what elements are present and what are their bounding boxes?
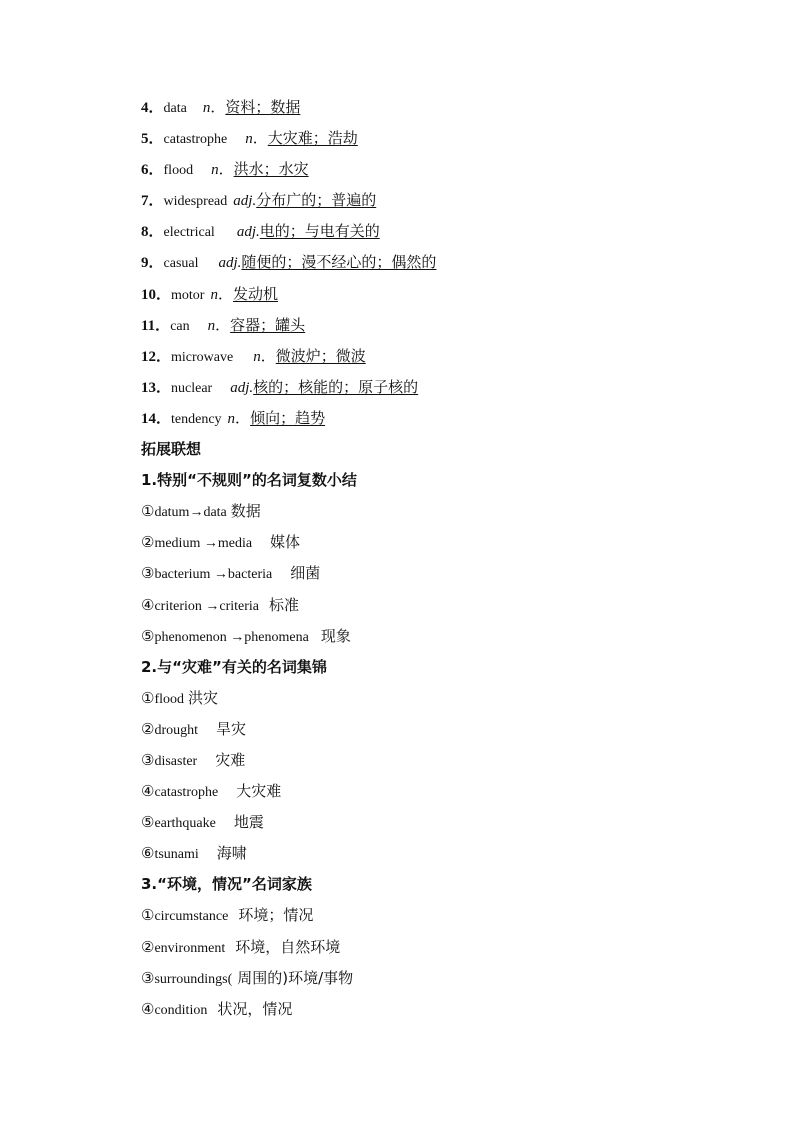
item-chinese: 旱灾 <box>216 719 247 738</box>
item-marker: ④ <box>141 784 155 801</box>
item-english: condition <box>154 1002 208 1018</box>
separator: ． <box>217 284 233 303</box>
vocab-item <box>141 341 761 372</box>
item-chinese: 洪灾 <box>188 688 219 707</box>
item-marker: ③ <box>141 566 155 583</box>
group-title: 1.特别“不规则”的名词复数小结 <box>141 471 357 490</box>
vocab-item <box>141 403 761 434</box>
item-marker: ② <box>141 535 155 552</box>
item-marker: ③ <box>141 970 155 987</box>
vocab-word: flood <box>163 163 194 179</box>
item-marker: ④ <box>141 1001 155 1018</box>
group-title: 3.“环境，情况”名词家族 <box>141 875 312 894</box>
item-chinese: 细菌 <box>290 564 321 583</box>
vocab-word: tendency <box>171 411 222 427</box>
vocab-item <box>141 185 761 216</box>
item-marker: ⑤ <box>141 628 155 645</box>
group-disaster-nouns <box>141 652 761 870</box>
vocab-meaning: 电的；与电有关的 <box>259 222 380 241</box>
item-chinese: 大灾难 <box>236 782 282 801</box>
item-english: earthquake <box>154 816 216 832</box>
part-of-speech: n <box>207 317 216 334</box>
separator: . <box>252 193 257 210</box>
separator: ． <box>218 160 234 179</box>
group-environment-nouns <box>141 869 761 1024</box>
group-title: 2.与“灾难”有关的名词集锦 <box>141 657 327 676</box>
vocab-word: casual <box>163 256 199 272</box>
item-number: 9． <box>141 255 164 272</box>
part-of-speech: n <box>227 410 236 427</box>
item-number: 12． <box>141 348 172 365</box>
item-english: tsunami <box>154 847 199 863</box>
item-chinese: 状况，情况 <box>217 999 293 1018</box>
vocab-item <box>141 310 761 341</box>
group-irregular-plurals <box>141 465 761 652</box>
item-number: 5． <box>141 131 164 148</box>
item-english: environment <box>154 940 226 956</box>
vocab-meaning: 资料；数据 <box>225 98 301 116</box>
vocab-word: electrical <box>163 225 215 241</box>
vocab-meaning: 倾向；趋势 <box>250 408 326 427</box>
item-english: drought <box>154 722 199 738</box>
vocab-meaning: 随便的；漫不经心的；偶然的 <box>241 253 437 272</box>
item-english: criterion →criteria <box>154 598 260 614</box>
list-item <box>141 745 761 776</box>
item-marker: ② <box>141 939 155 956</box>
separator: . <box>237 255 242 272</box>
separator: . <box>249 379 254 396</box>
list-item <box>141 527 761 558</box>
item-chinese: 灾难 <box>215 750 246 769</box>
list-item <box>141 900 761 931</box>
item-number: 7． <box>141 193 164 210</box>
vocab-word: data <box>163 101 187 116</box>
separator: ． <box>260 346 276 365</box>
separator: ． <box>215 315 231 334</box>
item-chinese: 媒体 <box>270 533 301 552</box>
list-item <box>141 621 761 652</box>
vocab-word: microwave <box>171 349 234 365</box>
list-item <box>141 838 761 869</box>
vocab-word: motor <box>171 287 205 303</box>
item-english: datum→data <box>154 505 227 521</box>
document-page <box>141 92 761 1025</box>
item-chinese: 地震 <box>233 813 264 832</box>
item-number: 6． <box>141 162 164 179</box>
item-number: 10． <box>141 286 172 303</box>
part-of-speech: n <box>211 162 219 179</box>
item-marker: ① <box>141 504 155 521</box>
section-title: 拓展联想 <box>141 440 202 459</box>
separator: . <box>255 224 260 241</box>
item-number: 11． <box>141 317 171 334</box>
item-number: 14． <box>141 410 172 427</box>
vocab-list <box>141 92 761 434</box>
item-english: medium →media <box>154 536 253 552</box>
item-chinese: 标准 <box>269 595 300 614</box>
item-english: catastrophe <box>154 785 219 801</box>
part-of-speech: adj <box>236 224 256 241</box>
separator: ． <box>235 408 251 427</box>
item-english: phenomenon →phenomena <box>154 629 309 645</box>
item-marker: ④ <box>141 597 155 614</box>
vocab-item <box>141 123 761 154</box>
list-item <box>141 807 761 838</box>
list-item <box>141 994 761 1025</box>
list-item <box>141 714 761 745</box>
list-item <box>141 932 761 963</box>
item-english: bacterium →bacteria <box>154 567 273 583</box>
part-of-speech: n <box>245 131 253 148</box>
part-of-speech: n <box>253 348 261 365</box>
vocab-item <box>141 216 761 247</box>
item-chinese: 现象 <box>320 626 351 645</box>
item-marker: ⑥ <box>141 846 155 863</box>
vocab-meaning: 微波炉；微波 <box>275 346 366 365</box>
item-number: 8． <box>141 224 164 241</box>
item-chinese: 环境，自然环境 <box>235 937 341 956</box>
item-chinese: 海啸 <box>216 844 247 863</box>
item-marker: ② <box>141 721 155 738</box>
list-item <box>141 590 761 621</box>
item-chinese: 环境；情况 <box>238 906 314 925</box>
vocab-item <box>141 247 761 278</box>
vocab-meaning: 大灾难；浩劫 <box>267 129 358 148</box>
list-item <box>141 558 761 589</box>
vocab-meaning: 核的；核能的；原子核的 <box>253 377 419 396</box>
item-english: surroundings( <box>154 971 233 987</box>
item-english: circumstance <box>154 909 229 925</box>
list-item <box>141 776 761 807</box>
separator: ． <box>210 98 226 116</box>
item-marker: ① <box>141 690 155 707</box>
vocab-meaning: 容器；罐头 <box>230 315 306 334</box>
vocab-item <box>141 372 761 403</box>
item-chinese: 数据 <box>230 502 261 521</box>
vocab-item <box>141 279 761 310</box>
list-item <box>141 963 761 994</box>
vocab-item <box>141 154 761 185</box>
part-of-speech: adj <box>218 255 238 272</box>
part-of-speech: n <box>202 100 211 116</box>
separator: ． <box>252 129 268 148</box>
item-chinese: 周围的)环境/事物 <box>237 968 354 987</box>
vocab-word: catastrophe <box>163 132 228 148</box>
vocab-word: nuclear <box>171 380 213 396</box>
list-item <box>141 496 761 527</box>
vocab-item <box>141 92 761 123</box>
part-of-speech: adj <box>233 193 253 210</box>
item-marker: ③ <box>141 752 155 769</box>
vocab-meaning: 洪水；水灾 <box>233 160 309 179</box>
item-number: 13． <box>141 379 172 396</box>
list-item <box>141 683 761 714</box>
item-number: 4． <box>141 100 164 116</box>
part-of-speech: n <box>210 286 218 303</box>
item-english: flood <box>154 691 185 707</box>
vocab-word: can <box>170 318 190 334</box>
vocab-meaning: 发动机 <box>232 284 278 303</box>
item-marker: ① <box>141 908 155 925</box>
part-of-speech: adj <box>230 379 250 396</box>
vocab-word: widespread <box>163 194 228 210</box>
item-english: disaster <box>154 753 198 769</box>
vocab-meaning: 分布广的；普遍的 <box>256 191 377 210</box>
item-marker: ⑤ <box>141 815 155 832</box>
